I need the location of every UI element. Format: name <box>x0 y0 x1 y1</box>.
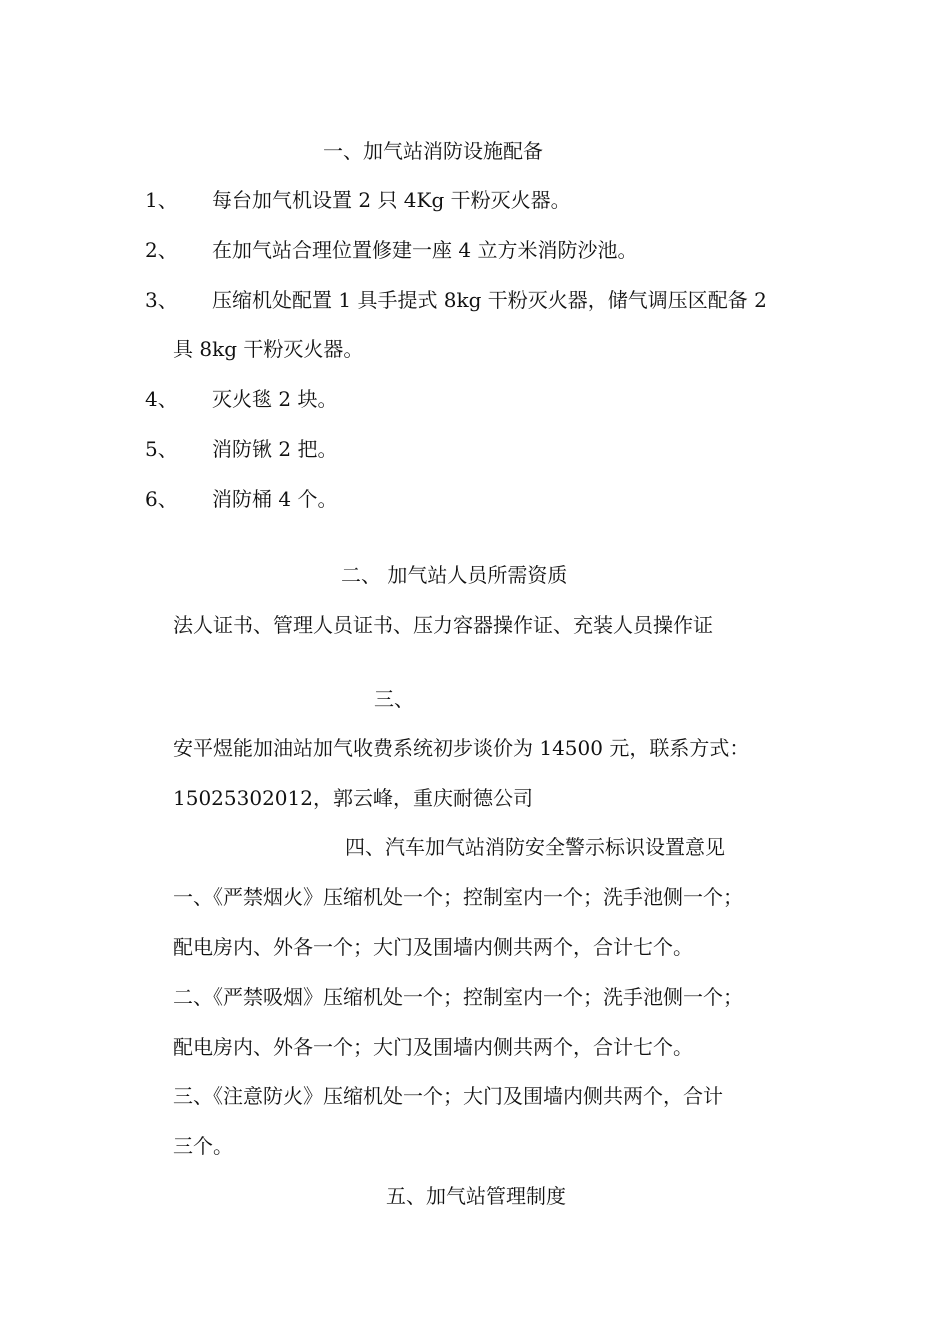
section-2-body: 法人证书、管理人员证书、压力容器操作证、充装人员操作证 <box>173 613 713 637</box>
section-1-title: 一、加气站消防设施配备 <box>323 139 543 163</box>
section-4-title: 四、汽车加气站消防安全警示标识设置意见 <box>345 835 725 859</box>
list-item-4-number: 4、 <box>145 387 178 411</box>
list-item-2-text: 在加气站合理位置修建一座 4 立方米消防沙池。 <box>212 238 638 262</box>
section-4-line-4: 配电房内、外各一个；大门及围墙内侧共两个，合计七个。 <box>173 1035 693 1059</box>
list-item-3-continuation: 具 8kg 干粉灭火器。 <box>173 337 364 361</box>
list-item-6-text: 消防桶 4 个。 <box>212 487 338 511</box>
list-item-1-text: 每台加气机设置 2 只 4Kg 干粉灭火器。 <box>212 188 571 212</box>
section-2-title: 二、 加气站人员所需资质 <box>341 563 568 587</box>
section-4-line-5: 三、《注意防火》压缩机处一个；大门及围墙内侧共两个，合计 <box>173 1084 723 1108</box>
list-item-2-number: 2、 <box>145 238 178 262</box>
section-4-line-1: 一、《严禁烟火》压缩机处一个；控制室内一个；洗手池侧一个； <box>173 885 743 909</box>
list-item-3-text: 压缩机处配置 1 具手提式 8kg 干粉灭火器，储气调压区配备 2 <box>212 288 767 312</box>
section-3-title: 三、 <box>374 687 414 711</box>
list-item-6-number: 6、 <box>145 487 178 511</box>
list-item-5-text: 消防锹 2 把。 <box>212 437 338 461</box>
list-item-3-number: 3、 <box>145 288 178 312</box>
section-5-title: 五、加气站管理制度 <box>386 1184 566 1208</box>
section-3-line-2: 15025302012，郭云峰，重庆耐德公司 <box>173 786 533 810</box>
section-4-line-3: 二、《严禁吸烟》压缩机处一个；控制室内一个；洗手池侧一个； <box>173 985 743 1009</box>
section-4-line-2: 配电房内、外各一个；大门及围墙内侧共两个，合计七个。 <box>173 935 693 959</box>
section-3-line-1: 安平煜能加油站加气收费系统初步谈价为 14500 元，联系方式： <box>173 736 750 760</box>
list-item-5-number: 5、 <box>145 437 178 461</box>
list-item-1-number: 1、 <box>145 188 178 212</box>
section-4-line-6: 三个。 <box>173 1134 233 1158</box>
list-item-4-text: 灭火毯 2 块。 <box>212 387 338 411</box>
